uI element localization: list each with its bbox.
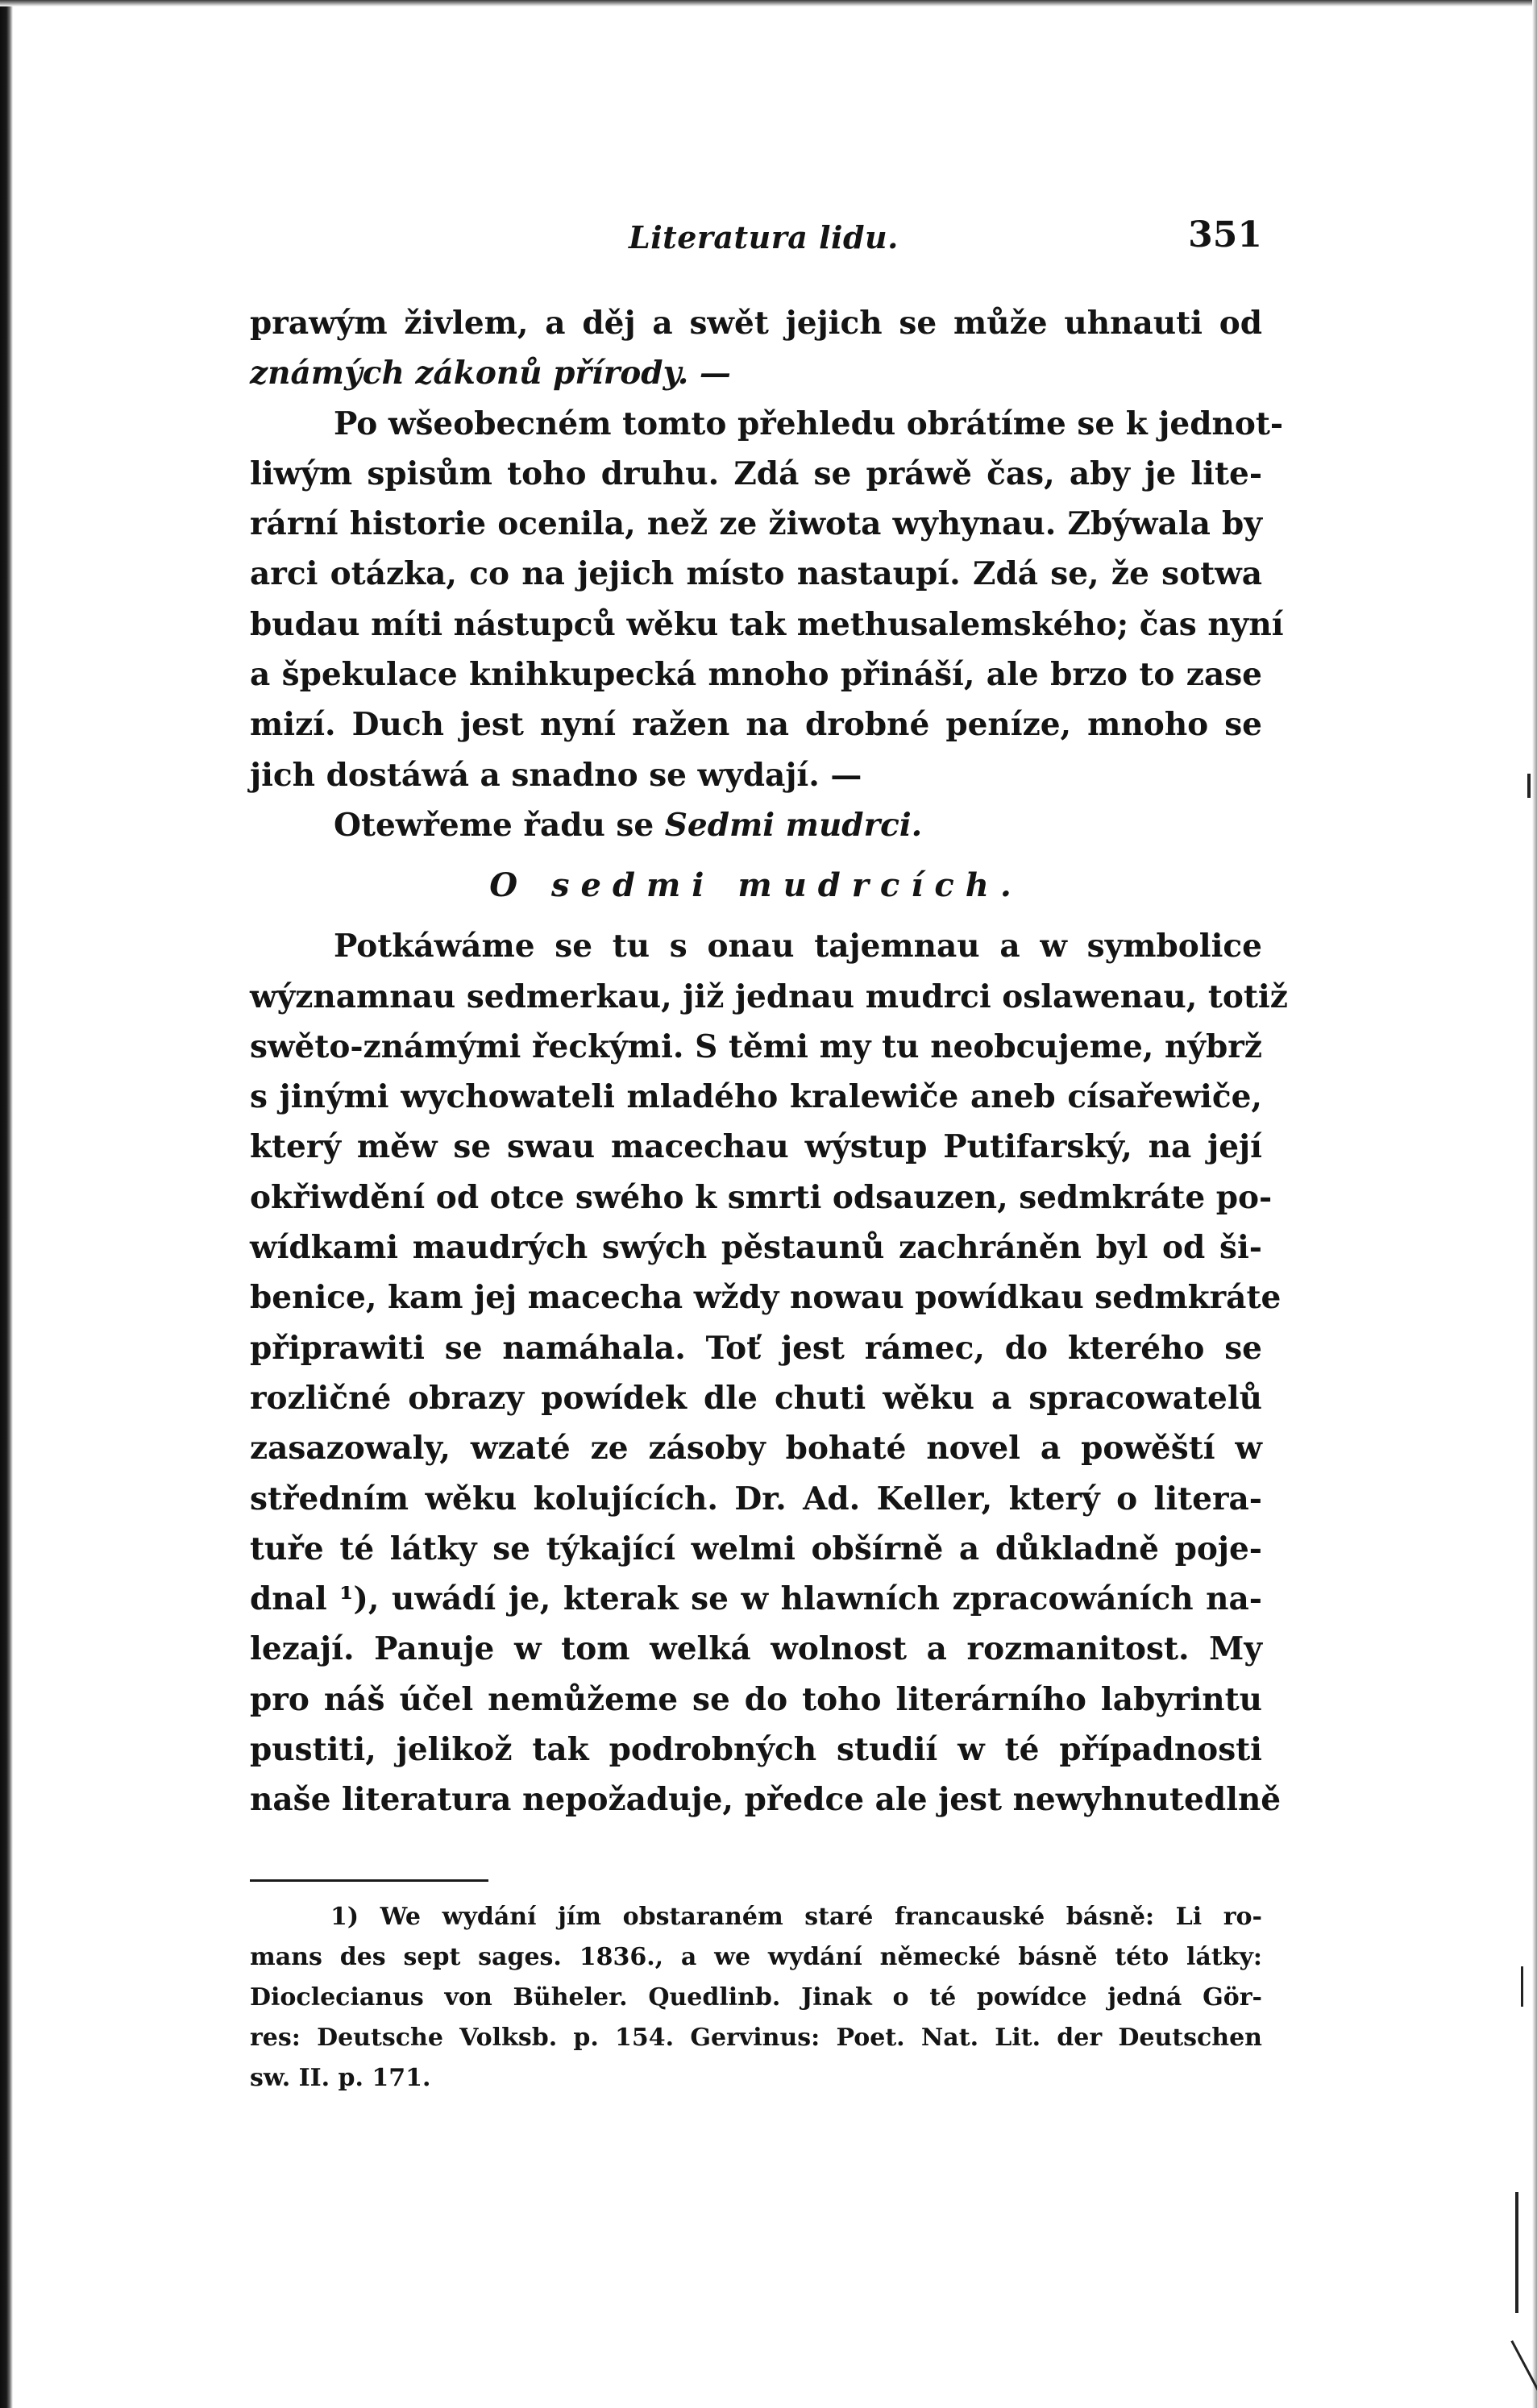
scan-edge-top bbox=[0, 0, 1537, 6]
text-line: rární historie ocenila, než ze žiwota wyhynau. Zbýwala by bbox=[250, 505, 1262, 543]
footnotes bbox=[250, 1897, 1262, 2099]
text-line: budau míti nástupců wěku tak methusalemského; čas nyní bbox=[250, 605, 1284, 643]
text-line: jich dostáwá a snadno se wydají. — bbox=[250, 756, 862, 794]
text-line: lezají. Panuje w tom welká wolnost a rozmanitost. My bbox=[250, 1630, 1262, 1668]
scan-mark bbox=[1527, 774, 1531, 798]
text-line bbox=[250, 800, 1262, 850]
text-line: připrawiti se namáhala. Toť jest rámec, do kterého se bbox=[250, 1329, 1262, 1367]
page-number: 351 bbox=[1188, 214, 1262, 255]
text-line: tuře té látky se týkající welmi obšírně a důkladně poje- bbox=[250, 1530, 1262, 1567]
text-span: Otewřeme řadu se bbox=[334, 806, 665, 844]
footnote-line: Dioclecianus von Büheler. Quedlinb. Jinak o té powídce jedná Gör- bbox=[250, 1983, 1262, 2012]
scan-mark bbox=[1521, 1966, 1523, 2007]
text-line: pustiti, jelikož tak podrobných studií w té případnosti bbox=[250, 1731, 1262, 1769]
text-line: wýznamnau sedmerkau, již jednau mudrci oslawenau, totiž bbox=[250, 978, 1288, 1015]
text-line: známých zákonů přírody. — bbox=[250, 355, 731, 392]
emphasis-title: Sedmi mudrci. bbox=[664, 806, 923, 844]
text-line: Potkáwáme se tu s onau tajemnau a w symbolice bbox=[334, 928, 1262, 965]
text-line: který měw se swau macechau wýstup Putifarský, na její bbox=[250, 1128, 1262, 1166]
text-line: Po wšeobecném tomto přehledu obrátíme se k jednot- bbox=[334, 405, 1284, 442]
footnote-line: sw. II. p. 171. bbox=[250, 2064, 431, 2092]
footnote-line: 1) We wydání jím obstaraném staré francauské básně: Li ro- bbox=[330, 1903, 1262, 1931]
footnote-rule bbox=[250, 1879, 488, 1882]
scan-mark bbox=[1515, 2192, 1518, 2313]
body-text bbox=[250, 298, 1288, 1825]
text-line: mizí. Duch jest nyní ražen na drobné peníze, mnoho se bbox=[250, 706, 1262, 744]
text-line: liwým spisům toho druhu. Zdá se práwě čas, aby je lite- bbox=[250, 455, 1262, 492]
scan-edge-right bbox=[1532, 0, 1537, 2408]
text-line: pro náš účel nemůžeme se do toho literárního labyrintu bbox=[250, 1680, 1262, 1718]
text-line: swěto-známými řeckými. S těmi my tu neobcujeme, nýbrž bbox=[250, 1028, 1262, 1065]
scan-edge-left bbox=[0, 0, 13, 2408]
footnote-line: mans des sept sages. 1836., a we wydání německé básně této látky: bbox=[250, 1943, 1262, 1971]
text-line: dnal ¹), uwádí je, kterak se w hlawních zpracowáních na- bbox=[250, 1580, 1262, 1618]
text-line: okřiwdění od otce swého k smrti odsauzen, sedmkráte po- bbox=[250, 1178, 1273, 1216]
text-line: wídkami maudrých swých pěstaunů zachráněn byl od ši- bbox=[250, 1229, 1262, 1267]
text-line: benice, kam jej macecha wždy nowau powídkau sedmkráte bbox=[250, 1279, 1282, 1317]
text-line: středním wěku kolujících. Dr. Ad. Keller, který o litera- bbox=[250, 1480, 1262, 1517]
text-line: arci otázka, co na jejich místo nastaupí. Zdá se, že sotwa bbox=[250, 555, 1262, 593]
text-line: naše literatura nepožaduje, předce ale jest newyhnutedlně bbox=[250, 1781, 1282, 1819]
text-line: a špekulace knihkupecká mnoho přináší, ale brzo to zase bbox=[250, 656, 1262, 694]
text-line: s jinými wychowateli mladého kralewiče aneb císařewiče, bbox=[250, 1078, 1262, 1116]
running-head bbox=[250, 214, 1262, 259]
text-line: prawým živlem, a děj a swět jejich se může uhnauti od bbox=[250, 305, 1262, 342]
text-line: rozličné obrazy powídek dle chuti wěku a spracowatelů bbox=[250, 1379, 1262, 1417]
footnote-line: res: Deutsche Volksb. p. 154. Gervinus: Poet. Nat. Lit. der Deutschen bbox=[250, 2024, 1262, 2052]
running-head-title: Literatura lidu. bbox=[629, 219, 899, 255]
section-heading: O sedmi mudrcích. bbox=[489, 866, 1023, 905]
text-line: zasazowaly, wzaté ze zásoby bohaté novel a powěští w bbox=[250, 1430, 1262, 1468]
